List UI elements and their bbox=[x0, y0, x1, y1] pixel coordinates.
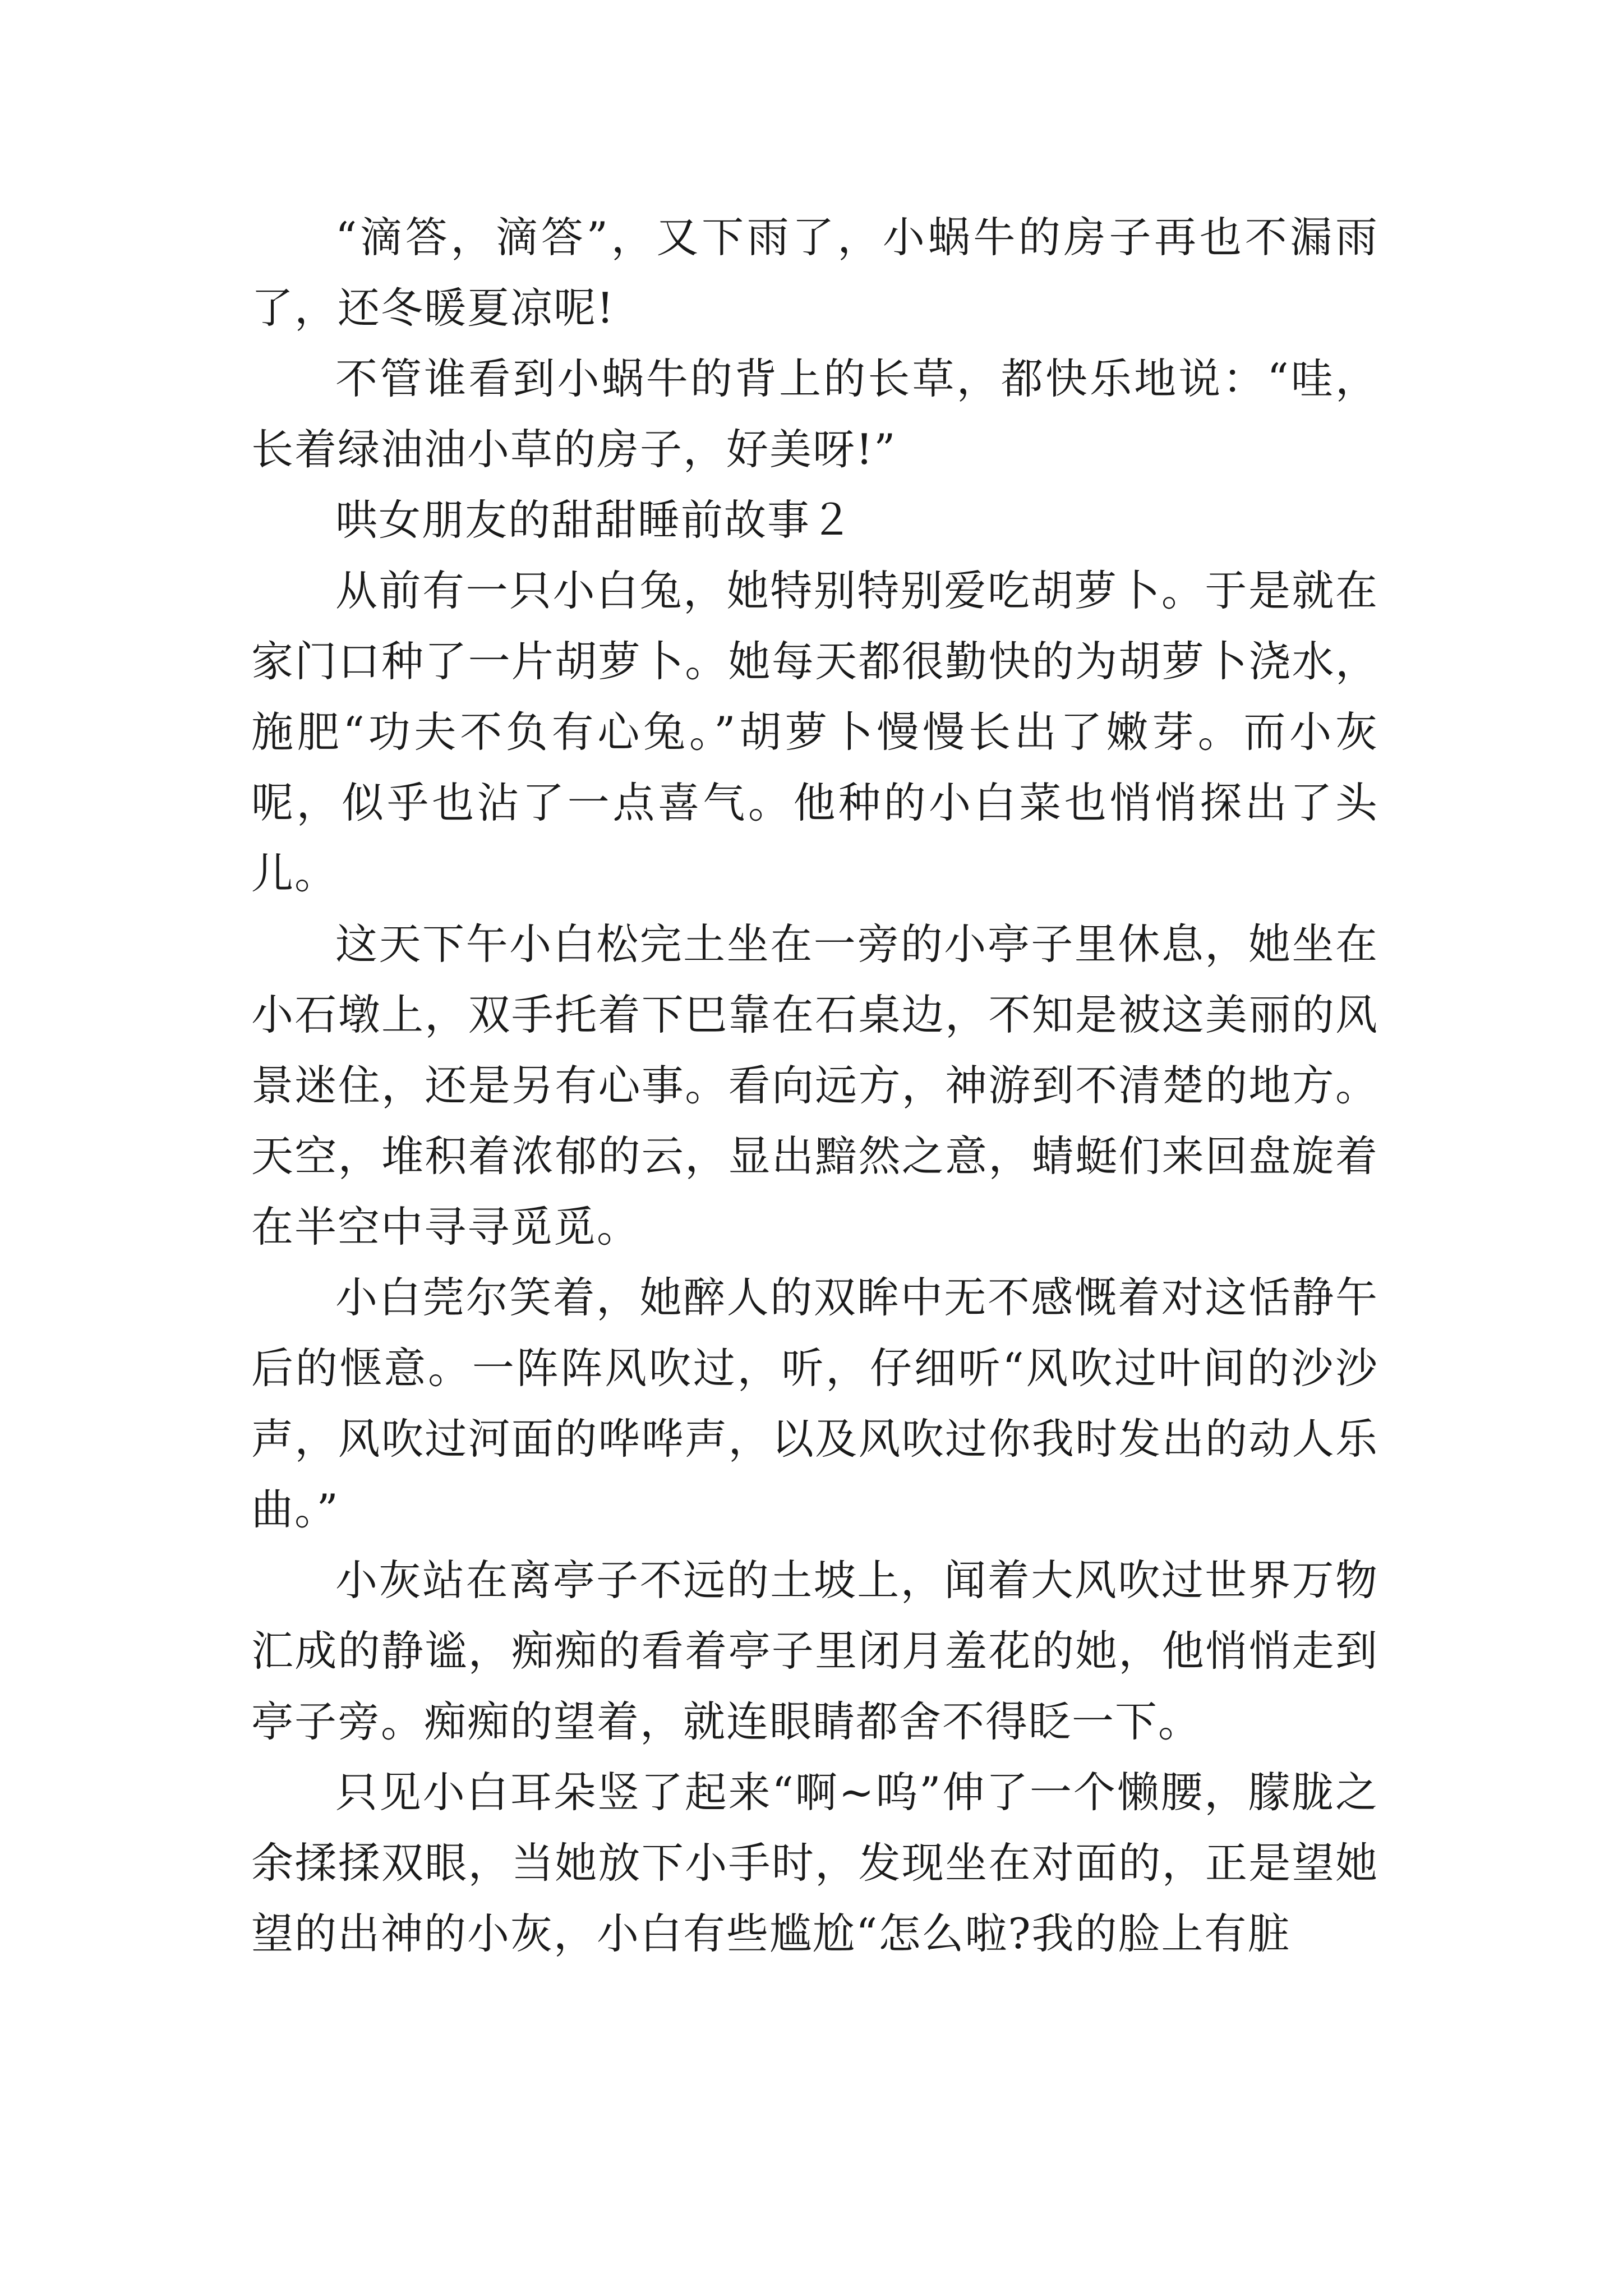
paragraph-2: 不管谁看到小蜗牛的背上的长草，都快乐地说：“哇，长着绿油油小草的房子，好美呀!” bbox=[251, 354, 1378, 474]
paragraph-5: 小白莞尔笑着，她醉人的双眸中无不感慨着对这恬静午后的惬意。一阵阵风吹过，听，仔细听“风吹过叶间的沙沙声，风吹过河面的哗哗声，以及风吹过你我时发出的动人乐曲。” bbox=[251, 1273, 1378, 1534]
document-body bbox=[251, 202, 1378, 1969]
paragraph-7: 只见小白耳朵竖了起来“啊~呜”伸了一个懒腰，朦胧之余揉揉双眼，当她放下小手时，发现坐在对面的，正是望她望的出神的小灰，小白有些尴尬“怎么啦?我的脸上有脏 bbox=[251, 1768, 1378, 1958]
section-heading: 哄女朋友的甜甜睡前故事２ bbox=[335, 495, 854, 545]
paragraph-1: “滴答，滴答”，又下雨了，小蜗牛的房子再也不漏雨了，还冬暖夏凉呢! bbox=[251, 213, 1378, 333]
paragraph-3: 从前有一只小白兔，她特别特别爱吃胡萝卜。于是就在家门口种了一片胡萝卜。她每天都很勤快的为胡萝卜浇水，施肥“功夫不负有心兔。”胡萝卜慢慢长出了嫩芽。而小灰呢，似乎也沾了一点喜气。他种的小白菜也悄悄探出了头儿。 bbox=[251, 566, 1378, 898]
paragraph-6: 小灰站在离亭子不远的土坡上，闻着大风吹过世界万物汇成的静谧，痴痴的看着亭子里闭月羞花的她，他悄悄走到亭子旁。痴痴的望着，就连眼睛都舍不得眨一下。 bbox=[251, 1556, 1378, 1746]
paragraph-4: 这天下午小白松完土坐在一旁的小亭子里休息，她坐在小石墩上，双手托着下巴靠在石桌边，不知是被这美丽的风景迷住，还是另有心事。看向远方，神游到不清楚的地方。天空，堆积着浓郁的云，显出黯然之意，蜻蜓们来回盘旋着在半空中寻寻觅觅。 bbox=[251, 919, 1378, 1251]
